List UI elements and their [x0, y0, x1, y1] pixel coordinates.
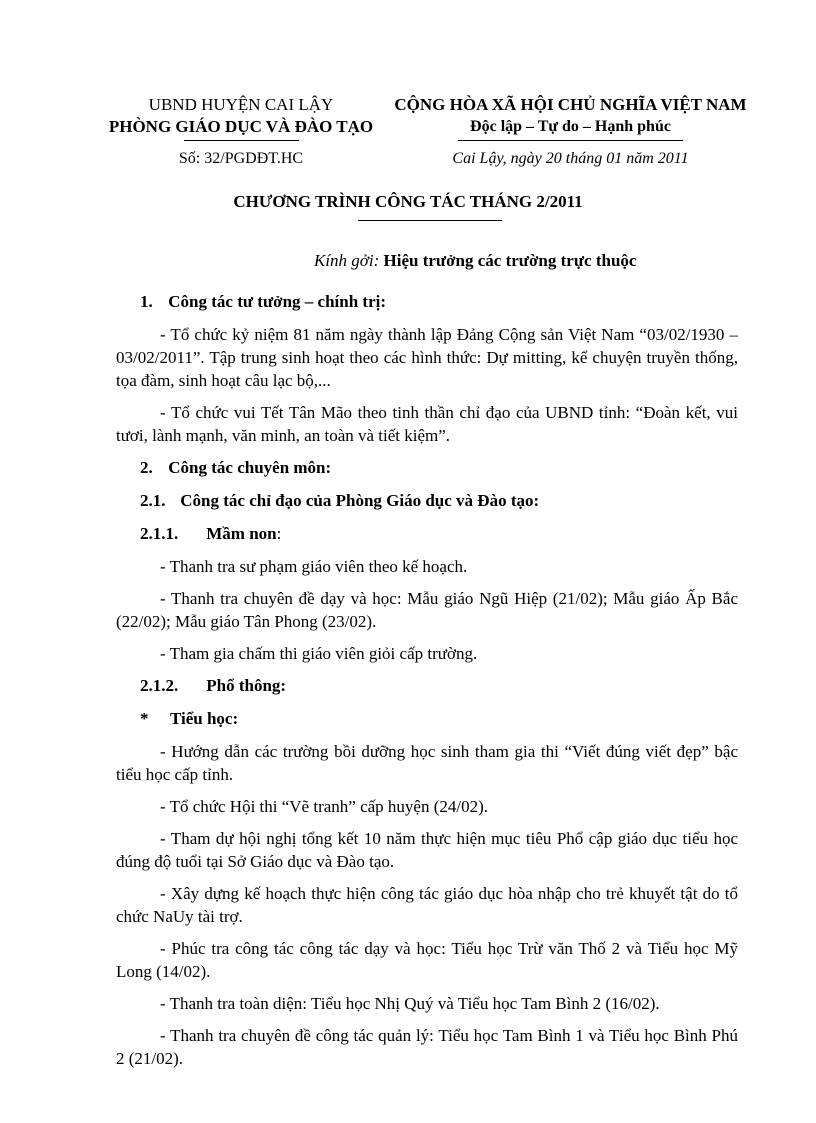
paragraph: - Thanh tra sư phạm giáo viên theo kế hoạch.	[160, 557, 468, 576]
subsection-colon: :	[276, 524, 282, 543]
greeting-label: Kính gởi:	[314, 251, 380, 270]
paragraph: - Xây dựng kế hoạch thực hiện công tác giáo dục hòa nhập cho trẻ khuyết tật do tổ chức NaUy tài trợ.	[116, 884, 738, 926]
subsection-heading	[116, 489, 738, 512]
paragraph: - Tham dự hội nghị tổng kết 10 năm thực hiện mục tiêu Phổ cập giáo dục tiểu học đúng độ tuổi tại Sở Giáo dục và Đào tạo.	[116, 829, 738, 871]
greeting-recipient: Hiệu trưởng các trường trực thuộc	[383, 251, 637, 270]
paragraph: - Hướng dẫn các trường bồi dưỡng học sinh tham gia thi “Viết đúng viết đẹp” bậc tiểu học cấp tỉnh.	[116, 742, 738, 784]
paragraph: - Tổ chức vui Tết Tân Mão theo tinh thần chỉ đạo của UBND tỉnh: “Đoàn kết, vui tươi, lành mạnh, văn minh, an toàn và tiết kiệm”.	[116, 403, 738, 445]
paragraph: - Thanh tra chuyên đề công tác quản lý: Tiểu học Tam Bình 1 và Tiểu học Bình Phú 2 (21/02).	[116, 1026, 738, 1068]
greeting-line	[314, 251, 636, 271]
subsection-title: Mầm non	[206, 524, 277, 543]
document-number: Số: 32/PGDĐT.HC	[178, 150, 304, 167]
national-motto: Độc lập – Tự do – Hạnh phúc	[470, 118, 671, 135]
national-motto-block	[378, 94, 763, 141]
document-title: CHƯƠNG TRÌNH CÔNG TÁC THÁNG 2/2011	[233, 192, 583, 211]
motto-underline	[458, 140, 683, 141]
subsection-heading	[116, 674, 738, 697]
section-number: 2.	[140, 458, 153, 477]
country-name: CỘNG HÒA XÃ HỘI CHỦ NGHĨA VIỆT NAM	[394, 95, 747, 114]
issuer-department: PHÒNG GIÁO DỤC VÀ ĐÀO TẠO	[108, 117, 374, 136]
section-heading	[116, 290, 738, 313]
paragraph: - Tổ chức kỷ niệm 81 năm ngày thành lập Đảng Cộng sản Việt Nam “03/02/1930 –03/02/2011”. Tập trung sinh hoạt theo các hình thức: Dự mitting, kể chuyện truyền thống, tọa đàm, sinh hoạt câu lạc bộ,...	[116, 325, 738, 390]
subsection-title: Công tác chỉ đạo của Phòng Giáo dục và Đào tạo:	[180, 491, 540, 510]
bullet-heading	[116, 707, 738, 730]
issuer-block	[96, 94, 386, 141]
subsection-number: 2.1.2.	[140, 676, 179, 695]
section-title: Công tác tư tưởng – chính trị:	[168, 292, 387, 311]
subsection-heading	[116, 522, 738, 545]
bullet-marker: *	[140, 709, 149, 728]
bullet-title: Tiểu học:	[169, 709, 239, 728]
section-number: 1.	[140, 292, 153, 311]
paragraph: - Tổ chức Hội thi “Vẽ tranh” cấp huyện (24/02).	[160, 797, 489, 816]
paragraph: - Thanh tra toàn diện: Tiểu học Nhị Quý và Tiểu học Tam Bình 2 (16/02).	[160, 994, 660, 1013]
section-heading	[116, 456, 738, 479]
issuer-underline	[184, 140, 299, 141]
document-date: Cai Lậy, ngày 20 tháng 01 năm 2011	[452, 150, 689, 167]
subsection-title: Phổ thông:	[206, 676, 287, 695]
issuer-authority: UBND HUYỆN CAI LẬY	[148, 95, 334, 114]
document-body	[116, 290, 738, 1079]
subsection-number: 2.1.	[140, 491, 166, 510]
paragraph: - Tham gia chấm thi giáo viên giỏi cấp trường.	[160, 644, 478, 663]
title-underline	[358, 220, 502, 221]
paragraph: - Thanh tra chuyên đề dạy và học: Mẫu giáo Ngũ Hiệp (21/02); Mẫu giáo Ấp Bắc (22/02); Mẫu giáo Tân Phong (23/02).	[116, 589, 738, 631]
subsection-number: 2.1.1.	[140, 524, 179, 543]
paragraph: - Phúc tra công tác công tác dạy và học: Tiểu học Trừ văn Thố 2 và Tiểu học Mỹ Long (14/02).	[116, 939, 738, 981]
section-title: Công tác chuyên môn:	[168, 458, 332, 477]
